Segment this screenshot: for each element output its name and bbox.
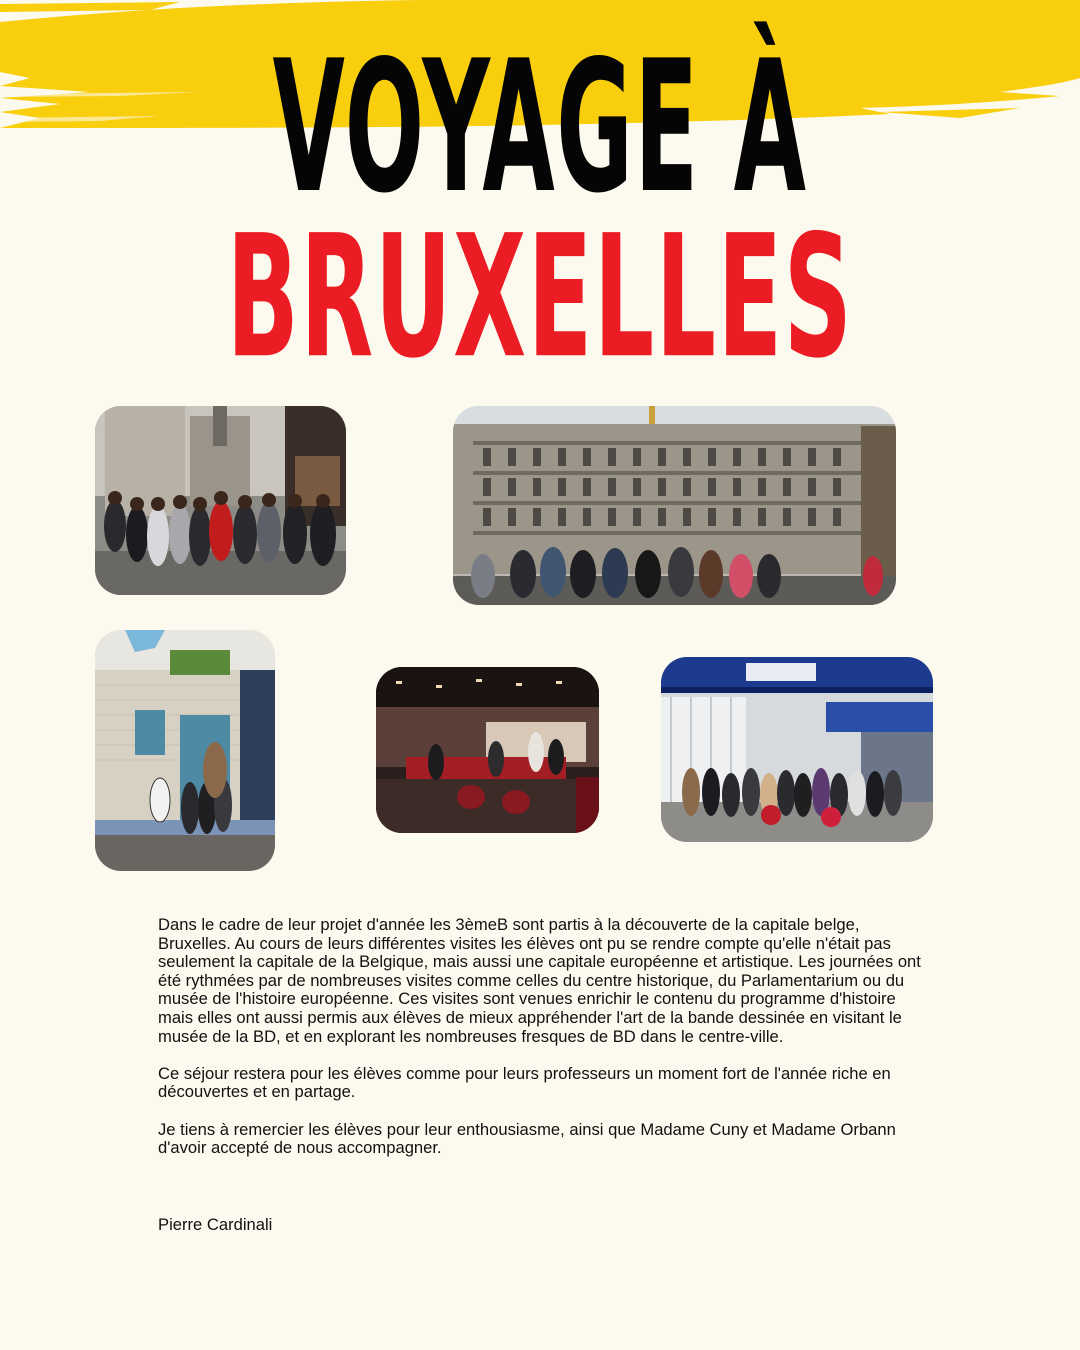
photo-manneken-pis-group bbox=[95, 406, 346, 595]
title-line-2: BRUXELLES bbox=[226, 199, 854, 397]
photo-comic-mural bbox=[95, 630, 275, 871]
photo-grand-place-town-hall bbox=[453, 406, 896, 605]
article-body bbox=[158, 916, 928, 1176]
article-paragraph: Je tiens à remercier les élèves pour leur enthousiasme, ainsi que Madame Cuny et Madame Orbann d'avoir accepté de nous accompagner. bbox=[158, 1119, 896, 1158]
article-paragraph: Dans le cadre de leur projet d'année les 3èmeB sont partis à la découverte de la capitale belge, Bruxelles. Au cours de leurs différentes visites les élèves ont pu se rendre compte qu'elle n'était pas seulement la capitale de la Belgique, mais aussi une capitale européenne et artistique. Les journées ont été rythmées par de nombreuses visites comme celles du centre historique, du Parlamentarium ou du musée de l'histoire européenne. Ces visites sont venues enrichir le contenu du programme d'histoire mais elles ont aussi permis aux élèves de mieux appréhender l'art de la bande dessinée en visitant le musée de la BD, et en explorant les nombreuses fresques de BD dans le centre-ville. bbox=[158, 915, 921, 1046]
title-line-1: VOYAGE À bbox=[272, 22, 808, 234]
photo-museum-interior bbox=[376, 667, 599, 833]
photo-european-parliament-group bbox=[661, 657, 933, 842]
author-signature: Pierre Cardinali bbox=[158, 1215, 273, 1234]
article-paragraph: Ce séjour restera pour les élèves comme pour leurs professeurs un moment fort de l'année riche en découvertes et en partage. bbox=[158, 1063, 891, 1102]
